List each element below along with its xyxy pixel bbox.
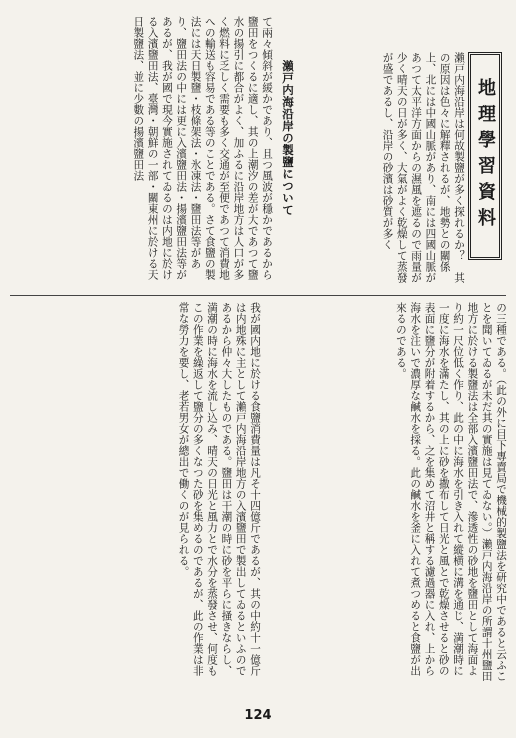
text-column-top-middle: 瀨戸内海沿岸は何故製鹽が多く探れるか？ 其の原因は色々に解釋されるが、地勢との關係上、北には中國山脈があり、南には四國山脈があつて太平洋方面からの濕風を遮るので雨量が少く晴天の日が多く、大氣がよく乾燥して蒸發が盛であるし、沿岸の砂濱は砂質が多く — [381, 52, 465, 283]
page-title: 地理學習資料 — [475, 78, 496, 234]
text-column-top-left: て兩々傾斜が緩かであり、且つ風波が穩かであるから鹽田をつくるに適し、其の上潮汐の差が大であつて鹽水の揚引に都合がよく、加ふるに沿岸地方は人口が多く燃料に乏しく需要も多く交通が至便であつて消費地への輸送も容易である等のことである。さて食鹽の製法には天日製鹽・枝條架法・氷凍法・鹽田法等があり、鹽田法の中には更に入濱鹽田法・揚濱鹽田法等があるが、我が國で現今實施されてゐるのは内地に於ける入濱鹽田法、臺灣・朝鮮の一部・關東州に於ける天日製鹽法、並に少數の揚濱鹽田法 — [132, 16, 273, 280]
section-heading: 瀨戸内海沿岸の製鹽について — [281, 60, 295, 216]
page-number: 124 — [244, 708, 272, 723]
section-divider — [10, 295, 506, 296]
text-column-bottom-left: 我が國内地に於ける食鹽消費量は凡そ十四億斤であるが、其の中約十一億斤は内地殊に主として瀨戸内海沿岸地方の入濱鹽田で製出してゐるといふのであるから仲々大したものである。鹽田は干潮の時に砂を平らに掻きならし、満潮の時に海水を流し込み、晴天の日光と風力とで水分を蒸發させ、何度もこの作業を繰返して鹽分の多くなつた砂を集めるのであるが、此の作業は非常な勞力を要し、老若男女が總出で働くのが見られる。 — [177, 302, 261, 676]
title-box — [468, 52, 502, 260]
text-column-bottom-right: の三種である。（此の外に目下專賣局で機械的製鹽法を研究中であると云ふことを聞いてゐるが未だ其の實施は見てゐない。）瀨戸内海沿岸の所謂十州鹽田地方に於ける製鹽法は全部入濱鹽田法で、滲透性の砂地を鹽田として海面より約一尺位低く作り、此の中に海水を引き入れて縱横に溝を通じ、満潮時に一度に海水を滿たし、其の上に砂を撒布して日光と風とで乾燥させると砂の表面に鹽分が附着するから、之を集めて沼井と稱する濾過器に入れ、上から海水を注いで濃厚な鹹水を採る。此の鹹水を釜に入れて煮つめると食鹽が出來るのである。 — [394, 302, 507, 682]
